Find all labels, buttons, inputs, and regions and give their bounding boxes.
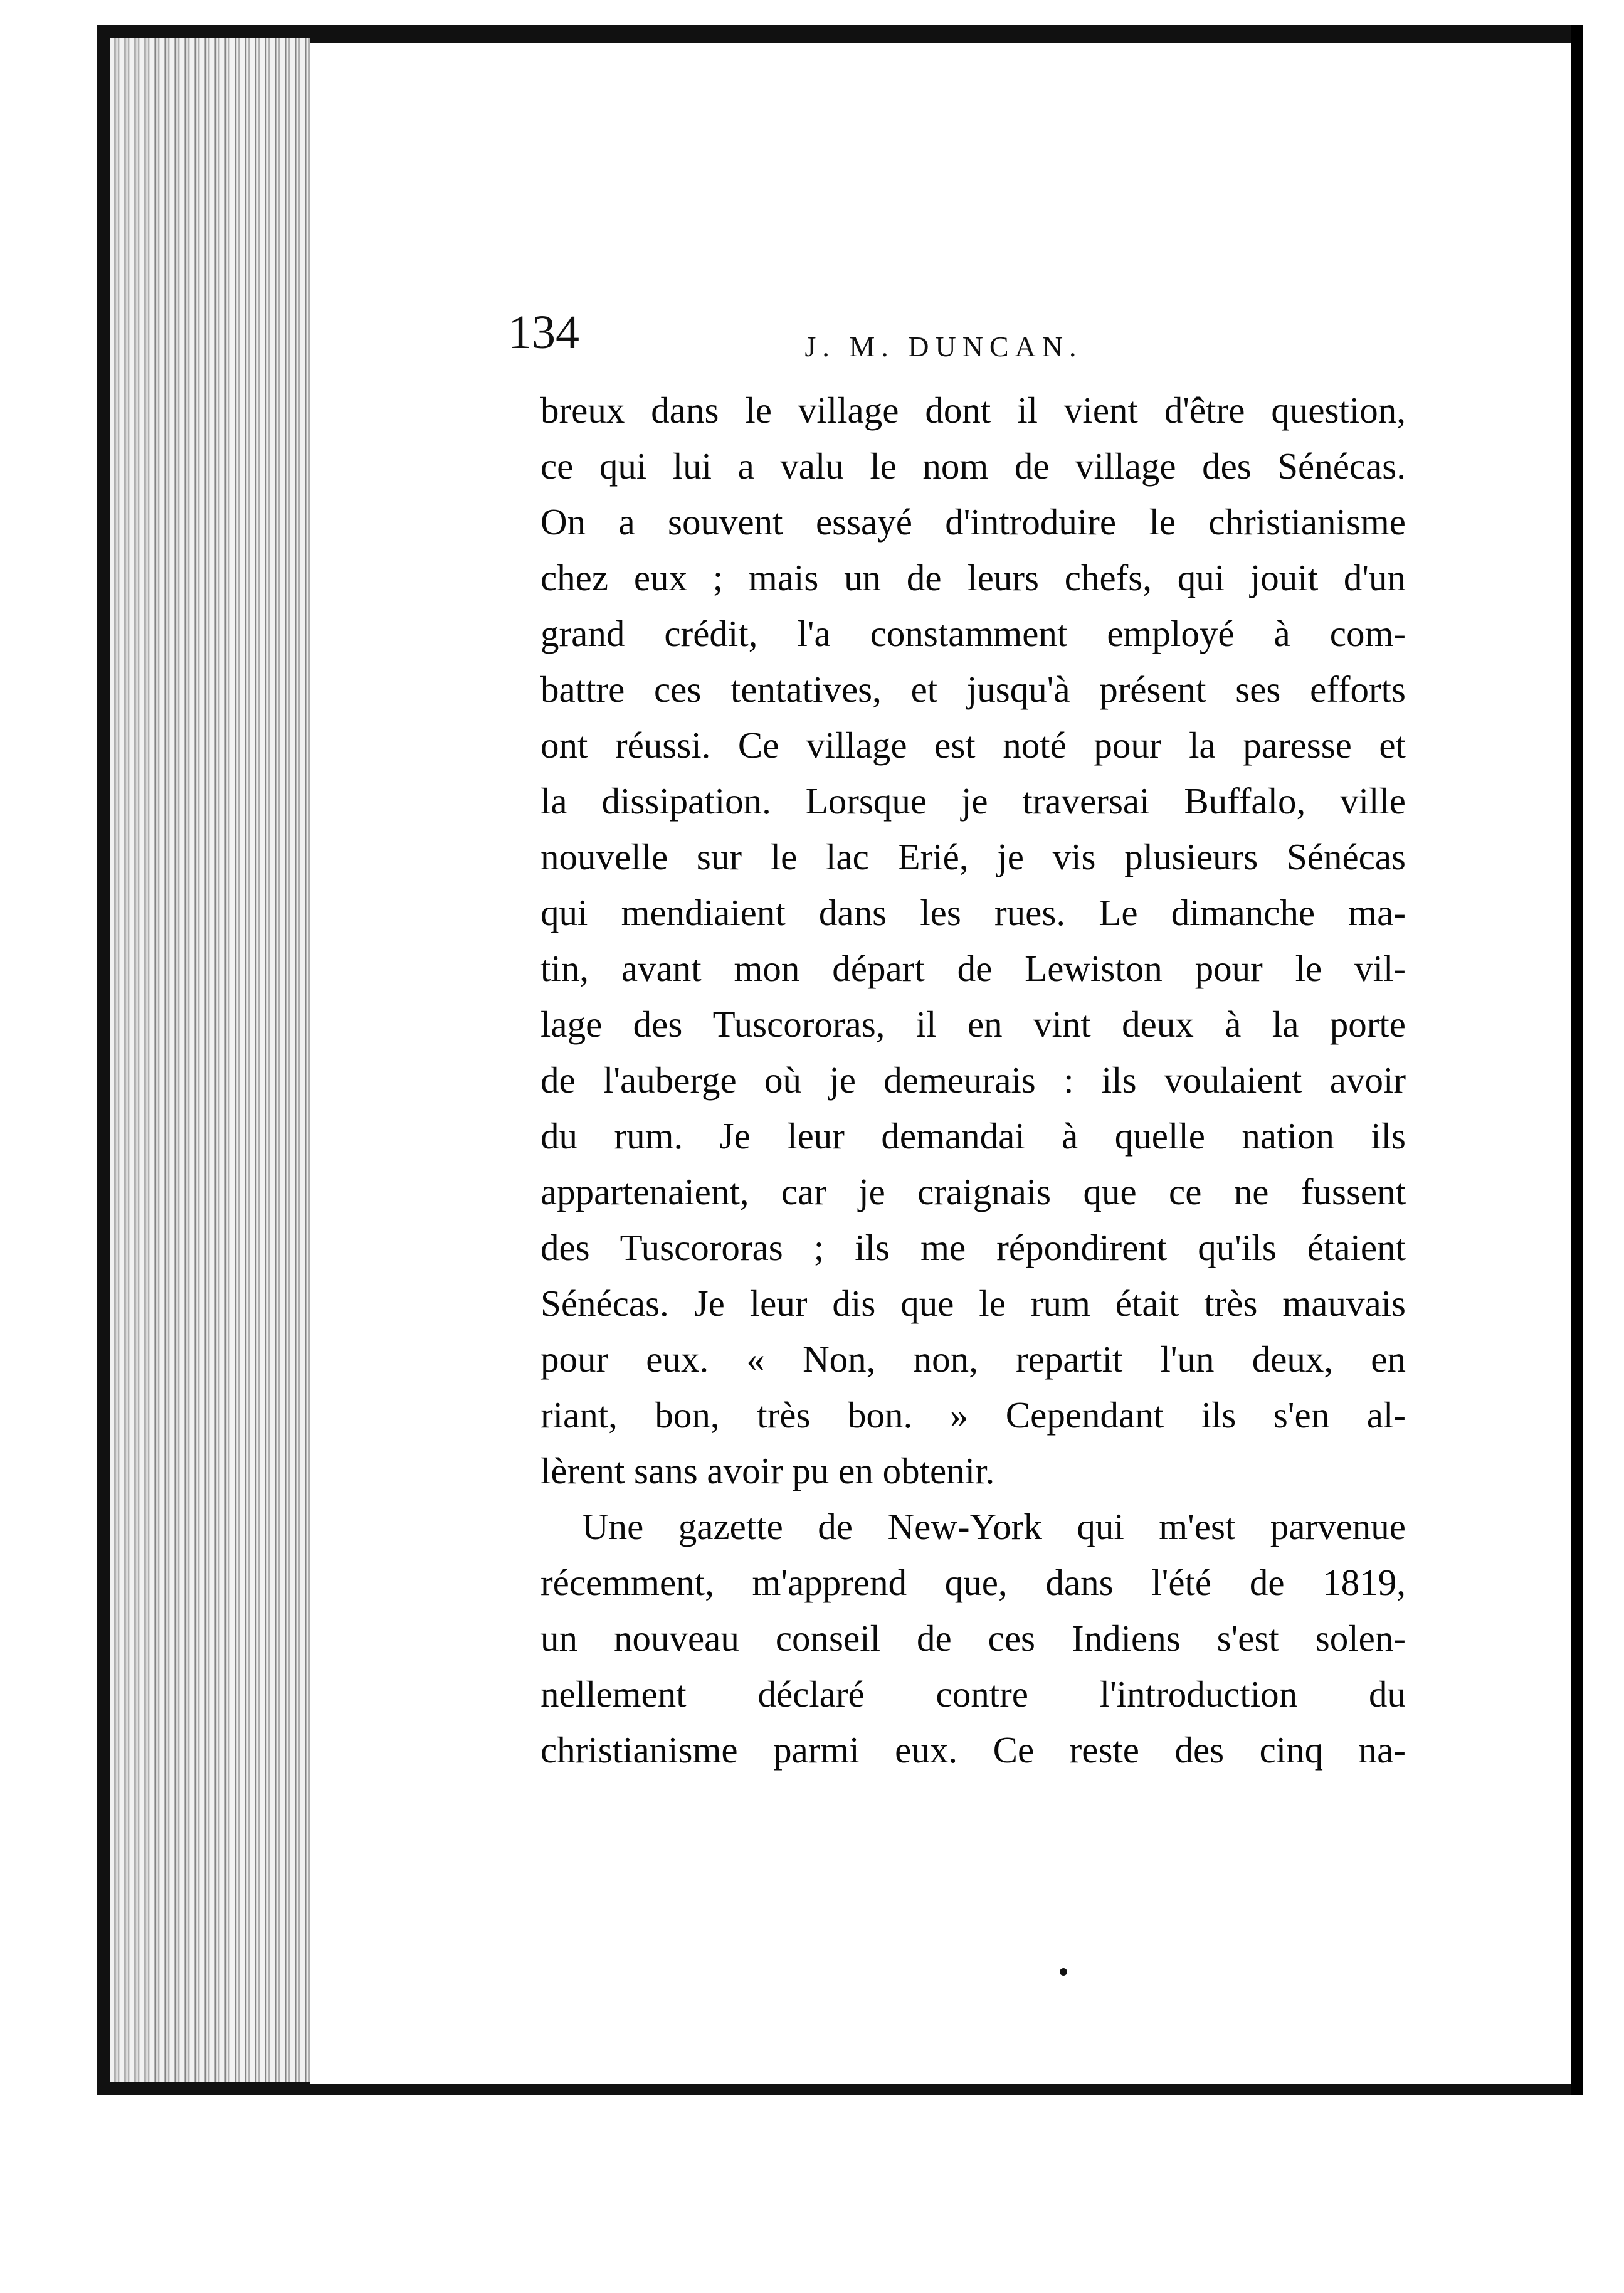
text-line: tin, avant mon départ de Lewiston pour le vil- (540, 948, 1406, 989)
text-line: lage des Tuscororas, il en vint deux à la porte (540, 1004, 1406, 1045)
text-line: nouvelle sur le lac Erié, je vis plusieurs Sénécas (540, 836, 1406, 877)
body-text (540, 383, 1406, 1778)
text-line: pour eux. « Non, non, repartit l'un deux, en (540, 1338, 1406, 1380)
text-line: riant, bon, très bon. » Cependant ils s'en al- (540, 1394, 1406, 1436)
text-line: un nouveau conseil de ces Indiens s'est solen- (540, 1618, 1406, 1659)
text-line: On a souvent essayé d'introduire le christianisme (540, 501, 1406, 543)
page-number: 134 (508, 306, 579, 359)
text-line: du rum. Je leur demandai à quelle nation ils (540, 1115, 1406, 1157)
text-line: ont réussi. Ce village est noté pour la paresse et (540, 724, 1406, 766)
text-line: qui mendiaient dans les rues. Le dimanche ma- (540, 892, 1406, 933)
text-line: breux dans le village dont il vient d'être question, (540, 389, 1406, 431)
text-line: ce qui lui a valu le nom de village des Sénécas. (540, 445, 1406, 487)
text-line: chez eux ; mais un de leurs chefs, qui jouit d'un (540, 557, 1406, 598)
text-line: christianisme parmi eux. Ce reste des cinq na- (540, 1729, 1406, 1771)
text-line: appartenaient, car je craignais que ce ne fussent (540, 1171, 1406, 1212)
text-line: lèrent sans avoir pu en obtenir. (540, 1450, 995, 1491)
text-line: la dissipation. Lorsque je traversai Buffalo, ville (540, 780, 1406, 822)
text-line: grand crédit, l'a constamment employé à com- (540, 613, 1406, 654)
text-line: récemment, m'apprend que, dans l'été de 1819, (540, 1562, 1406, 1603)
text-line: nellement déclaré contre l'introduction du (540, 1673, 1406, 1715)
running-head-text: J. M. DUNCAN. (804, 331, 1083, 363)
text-line: des Tuscororas ; ils me répondirent qu'ils étaient (540, 1227, 1406, 1268)
text-line: de l'auberge où je demeurais : ils voulaient avoir (540, 1059, 1406, 1101)
ink-dot (1060, 1968, 1067, 1976)
text-line: Sénécas. Je leur dis que le rum était très mauvais (540, 1283, 1406, 1324)
running-head (0, 332, 1624, 361)
text-line: Une gazette de New-York qui m'est parvenue (582, 1506, 1406, 1547)
text-line: battre ces tentatives, et jusqu'à présent ses efforts (540, 669, 1406, 710)
